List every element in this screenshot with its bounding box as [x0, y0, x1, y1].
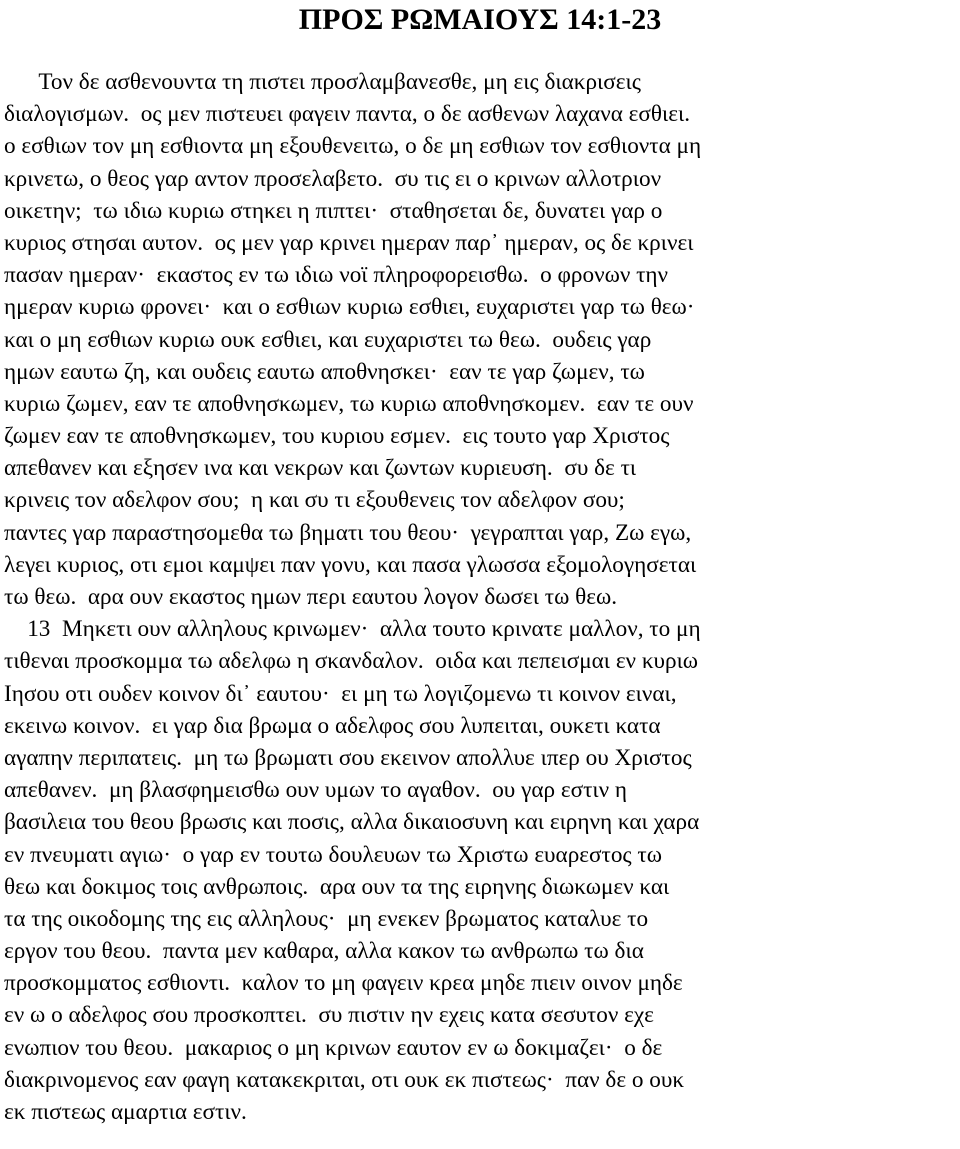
- text-line: εν ω ο αδελφος σου προσκοπτει. συ πιστιν ην εχεις κατα σεσυτον εχε: [4, 1002, 654, 1029]
- text-line: εργον του θεου. παντα μεν καθαρα, αλλα κακον τω ανθρωπω τω δια: [4, 938, 644, 965]
- text-line: κυριος στησαι αυτον. ος μεν γαρ κρινει ημεραν παρ᾽ ημεραν, ος δε κρινει: [4, 229, 694, 256]
- text-line: Τον δε ασθενουντα τη πιστει προσλαμβανεσθε, μη εις διακρισεις: [4, 69, 641, 95]
- text-line: κρινεις τον αδελφον σου; η και συ τι εξουθενεις τον αδελφον σου;: [4, 487, 625, 514]
- text-line: ζωμεν εαν τε αποθνησκωμεν, του κυριου εσμεν. εις τουτο γαρ Χριστος: [4, 423, 670, 450]
- text-line: τω θεω. αρα ουν εκαστος ημων περι εαυτου λογον δωσει τω θεω.: [4, 584, 618, 610]
- text-line: διαλογισμων. ος μεν πιστευει φαγειν παντα, ο δε ασθενων λαχανα εσθιει.: [4, 101, 690, 128]
- text-line: κρινετω, ο θεος γαρ αντον προσελαβετο. συ τις ει ο κρινων αλλοτριον: [4, 165, 662, 192]
- text-line: εκ πιστεως αμαρτια εστιν.: [4, 1099, 247, 1125]
- text-line: απεθανεν και εξησεν ινα και νεκρων και ζωντων κυριευση. συ δε τι: [4, 455, 637, 482]
- text-line: οικετην; τω ιδιω κυριω στηκει η πιπτει· σταθησεται δε, δυνατει γαρ ο: [4, 197, 663, 224]
- text-line: 13 Μηκετι ουν αλληλους κρινωμεν· αλλα τουτο κρινατε μαλλον, το μη: [4, 616, 701, 643]
- text-line: ημεραν κυριω φρονει· και ο εσθιων κυριω εσθιει, ευχαριστει γαρ τω θεω·: [4, 294, 695, 321]
- text-line: Ιησου οτι ουδεν κοινον δι᾽ εαυτου· ει μη τω λογιζομενω τι κοινον ειναι,: [4, 680, 677, 707]
- text-line: αγαπην περιπατεις. μη τω βρωματι σου εκεινον απολλυε ιπερ ου Χριστος: [4, 744, 692, 771]
- text-line: προσκομματος εσθιοντι. καλον το μη φαγειν κρεα μηδε πιειν οινον μηδε: [4, 970, 683, 997]
- text-line: διακρινομενος εαν φαγη κατακεκριται, οτι ουκ εκ πιστεως· παν δε ο ουκ: [4, 1066, 685, 1093]
- text-line: απεθανεν. μη βλασφημεισθω ουν υμων το αγαθον. ου γαρ εστιν η: [4, 777, 628, 804]
- text-line: τα της οικοδομης της εις αλληλους· μη ενεκεν βρωματος καταλυε το: [4, 905, 649, 932]
- text-line: τιθεναι προσκομμα τω αδελφω η σκανδαλον. οιδα και πεπεισμαι εν κυριω: [4, 648, 699, 675]
- text-line: και ο μη εσθιων κυριω ουκ εσθιει, και ευχαριστει τω θεω. ουδεις γαρ: [4, 326, 652, 353]
- scripture-text: [4, 66, 960, 1128]
- text-line: ημων εαυτω ζη, και ουδεις εαυτω αποθνησκει· εαν τε γαρ ζωμεν, τω: [4, 358, 645, 385]
- text-line: θεω και δοκιμος τοις ανθρωποις. αρα ουν τα της ειρηνης διωκωμεν και: [4, 873, 670, 900]
- page-title: ΠΡΟΣ ΡΩΜΑΙΟΥΣ 14:1-23: [298, 3, 662, 36]
- text-line: ο εσθιων τον μη εσθιοντα μη εξουθενειτω, ο δε μη εσθιων τον εσθιοντα μη: [4, 133, 702, 160]
- text-line: κυριω ζωμεν, εαν τε αποθνησκωμεν, τω κυριω αποθνησκομεν. εαν τε ουν: [4, 390, 694, 417]
- text-line: ενωπιον του θεου. μακαριος ο μη κρινων εαυτον εν ω δοκιμαζει· ο δε: [4, 1034, 663, 1061]
- text-line: βασιλεια του θεου βρωσις και ποσις, αλλα δικαιοσυνη και ειρηνη και χαρα: [4, 809, 700, 836]
- text-line: λεγει κυριος, οτι εμοι καμψει παν γονυ, και πασα γλωσσα εξομολογησεται: [4, 551, 697, 578]
- text-line: εν πνευματι αγιω· ο γαρ εν τουτω δουλευων τω Χριστω ευαρεστος τω: [4, 841, 662, 868]
- text-line: παντες γαρ παραστησομεθα τω βηματι του θεου· γεγραπται γαρ, Ζω εγω,: [4, 519, 692, 546]
- text-line: πασαν ημεραν· εκαστος εν τω ιδιω νοϊ πληροφορεισθω. ο φρονων την: [4, 262, 669, 289]
- text-line: εκεινω κοινον. ει γαρ δια βρωμα ο αδελφος σου λυπειται, ουκετι κατα: [4, 712, 661, 739]
